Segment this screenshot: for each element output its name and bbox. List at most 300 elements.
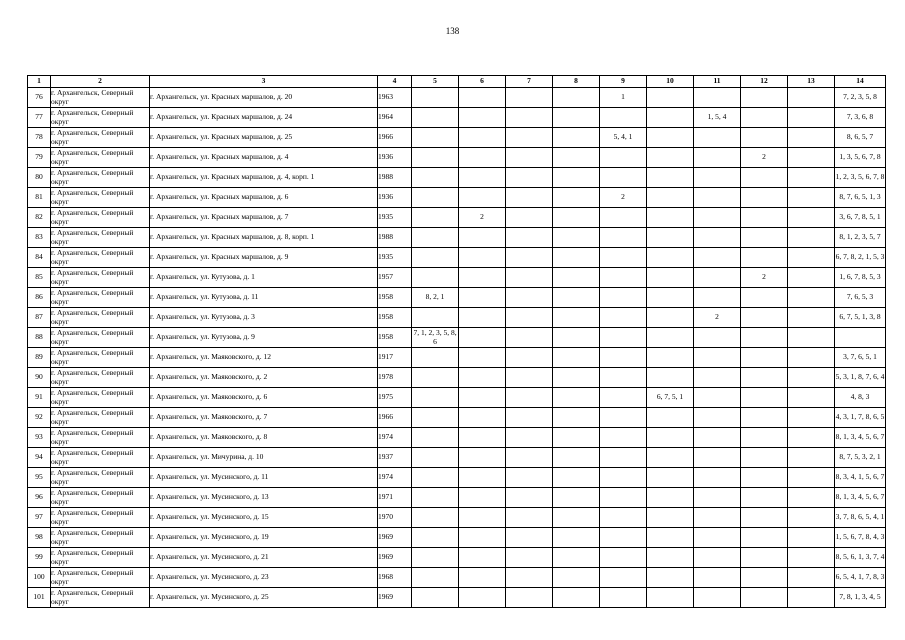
year-cell: 1970 xyxy=(378,508,412,528)
col14-cell: 8, 7, 5, 3, 2, 1 xyxy=(835,448,886,468)
address-cell: г. Архангельск, ул. Мичурина, д. 10 xyxy=(150,448,378,468)
year-cell: 1964 xyxy=(378,108,412,128)
table-row xyxy=(28,448,886,468)
table-row xyxy=(28,508,886,528)
address-cell: г. Архангельск, ул. Красных маршалов, д. 4, корп. 1 xyxy=(150,168,378,188)
col14-cell: 3, 6, 7, 8, 5, 1 xyxy=(835,208,886,228)
table-row xyxy=(28,548,886,568)
col11-cell xyxy=(694,188,741,208)
col6-cell xyxy=(459,528,506,548)
year-cell: 1969 xyxy=(378,588,412,608)
table-row xyxy=(28,328,886,348)
col14-cell: 8, 3, 4, 1, 5, 6, 7 xyxy=(835,468,886,488)
table-row xyxy=(28,208,886,228)
district-cell: г. Архангельск, Северный округ xyxy=(51,228,150,248)
district-cell: г. Архангельск, Северный округ xyxy=(51,388,150,408)
col9-cell xyxy=(600,408,647,428)
col14-cell: 7, 8, 1, 3, 4, 5 xyxy=(835,588,886,608)
col8-cell xyxy=(553,388,600,408)
col8-cell xyxy=(553,528,600,548)
table-row xyxy=(28,268,886,288)
row-number: 92 xyxy=(28,408,51,428)
col13-cell xyxy=(788,268,835,288)
col9-cell xyxy=(600,288,647,308)
col7-cell xyxy=(506,408,553,428)
column-header-4: 4 xyxy=(378,76,412,88)
col5-cell xyxy=(412,168,459,188)
col11-cell xyxy=(694,348,741,368)
col8-cell xyxy=(553,148,600,168)
col13-cell xyxy=(788,528,835,548)
table-row xyxy=(28,528,886,548)
col12-cell xyxy=(741,188,788,208)
address-cell: г. Архангельск, ул. Красных маршалов, д. 9 xyxy=(150,248,378,268)
row-number: 101 xyxy=(28,588,51,608)
col10-cell xyxy=(647,328,694,348)
col13-cell xyxy=(788,588,835,608)
table-row xyxy=(28,168,886,188)
row-number: 87 xyxy=(28,308,51,328)
column-header-2: 2 xyxy=(51,76,150,88)
col11-cell xyxy=(694,148,741,168)
col7-cell xyxy=(506,368,553,388)
col10-cell xyxy=(647,468,694,488)
table-header xyxy=(28,76,886,88)
address-cell: г. Архангельск, ул. Красных маршалов, д. 20 xyxy=(150,88,378,108)
column-header-13: 13 xyxy=(788,76,835,88)
row-number: 77 xyxy=(28,108,51,128)
col10-cell xyxy=(647,548,694,568)
row-number: 84 xyxy=(28,248,51,268)
column-header-14: 14 xyxy=(835,76,886,88)
col8-cell xyxy=(553,228,600,248)
year-cell: 1988 xyxy=(378,228,412,248)
col8-cell xyxy=(553,88,600,108)
col11-cell xyxy=(694,268,741,288)
row-number: 90 xyxy=(28,368,51,388)
col12-cell xyxy=(741,568,788,588)
year-cell: 1958 xyxy=(378,308,412,328)
col5-cell: 8, 2, 1 xyxy=(412,288,459,308)
column-header-1: 1 xyxy=(28,76,51,88)
col7-cell xyxy=(506,488,553,508)
column-header-10: 10 xyxy=(647,76,694,88)
address-cell: г. Архангельск, ул. Кутузова, д. 11 xyxy=(150,288,378,308)
col14-cell: 1, 6, 7, 8, 5, 3 xyxy=(835,268,886,288)
col6-cell xyxy=(459,448,506,468)
district-cell: г. Архангельск, Северный округ xyxy=(51,328,150,348)
col5-cell xyxy=(412,368,459,388)
column-header-6: 6 xyxy=(459,76,506,88)
col13-cell xyxy=(788,308,835,328)
col5-cell xyxy=(412,488,459,508)
district-cell: г. Архангельск, Северный округ xyxy=(51,88,150,108)
table-row xyxy=(28,468,886,488)
col14-cell: 8, 5, 6, 1, 3, 7, 4 xyxy=(835,548,886,568)
col14-cell: 5, 3, 1, 8, 7, 6, 4 xyxy=(835,368,886,388)
district-cell: г. Архангельск, Северный округ xyxy=(51,528,150,548)
year-cell: 1935 xyxy=(378,208,412,228)
district-cell: г. Архангельск, Северный округ xyxy=(51,408,150,428)
housing-registry-table xyxy=(27,75,886,608)
col5-cell: 7, 1, 2, 3, 5, 8, 6 xyxy=(413,327,457,346)
col7-cell xyxy=(506,508,553,528)
table-row xyxy=(28,288,886,308)
col8-cell xyxy=(553,408,600,428)
table-row xyxy=(28,368,886,388)
col5-cell xyxy=(412,568,459,588)
column-header-8: 8 xyxy=(553,76,600,88)
year-cell: 1963 xyxy=(378,88,412,108)
col5-cell xyxy=(412,128,459,148)
col13-cell xyxy=(788,548,835,568)
district-cell: г. Архангельск, Северный округ xyxy=(51,128,150,148)
col12-cell xyxy=(741,108,788,128)
col11-cell xyxy=(694,248,741,268)
col7-cell xyxy=(506,328,553,348)
col6-cell xyxy=(459,228,506,248)
col5-cell xyxy=(412,428,459,448)
col10-cell xyxy=(647,288,694,308)
table-row xyxy=(28,108,886,128)
col14-cell: 6, 7, 5, 1, 3, 8 xyxy=(835,308,886,328)
col14-cell: 8, 1, 3, 4, 5, 6, 7 xyxy=(835,488,886,508)
col12-cell xyxy=(741,448,788,468)
table-row xyxy=(28,308,886,328)
district-cell: г. Архангельск, Северный округ xyxy=(51,188,150,208)
year-cell: 1936 xyxy=(378,188,412,208)
address-cell: г. Архангельск, ул. Красных маршалов, д. 8, корп. 1 xyxy=(150,228,378,248)
col7-cell xyxy=(506,188,553,208)
col8-cell xyxy=(553,308,600,328)
address-cell: г. Архангельск, ул. Кутузова, д. 1 xyxy=(150,268,378,288)
year-cell: 1935 xyxy=(378,248,412,268)
col5-cell xyxy=(412,348,459,368)
col10-cell xyxy=(647,368,694,388)
col12-cell xyxy=(741,528,788,548)
table-row xyxy=(28,88,886,108)
year-cell: 1917 xyxy=(378,348,412,368)
row-number: 89 xyxy=(28,348,51,368)
row-number: 86 xyxy=(28,288,51,308)
district-cell: г. Архангельск, Северный округ xyxy=(51,488,150,508)
col13-cell xyxy=(788,168,835,188)
col5-cell xyxy=(412,528,459,548)
col12-cell xyxy=(741,508,788,528)
row-number: 95 xyxy=(28,468,51,488)
table-row xyxy=(28,588,886,608)
col8-cell xyxy=(553,328,600,348)
col12-cell xyxy=(741,588,788,608)
district-cell: г. Архангельск, Северный округ xyxy=(51,308,150,328)
col9-cell xyxy=(600,508,647,528)
col10-cell xyxy=(647,108,694,128)
col11-cell xyxy=(694,588,741,608)
col14-cell: 7, 3, 6, 8 xyxy=(835,108,886,128)
row-number: 79 xyxy=(28,148,51,168)
col6-cell xyxy=(459,508,506,528)
year-cell: 1966 xyxy=(378,408,412,428)
col8-cell xyxy=(553,348,600,368)
district-cell: г. Архангельск, Северный округ xyxy=(51,288,150,308)
year-cell: 1936 xyxy=(378,148,412,168)
address-cell: г. Архангельск, ул. Маяковского, д. 2 xyxy=(150,368,378,388)
col11-cell xyxy=(694,128,741,148)
col6-cell: 2 xyxy=(459,208,506,228)
col7-cell xyxy=(506,348,553,368)
page-number: 138 xyxy=(445,26,460,36)
col8-cell xyxy=(553,368,600,388)
table-row xyxy=(28,148,886,168)
col8-cell xyxy=(553,468,600,488)
address-cell: г. Архангельск, ул. Мусинского, д. 19 xyxy=(150,528,378,548)
col13-cell xyxy=(788,248,835,268)
col11-cell xyxy=(694,88,741,108)
col6-cell xyxy=(459,288,506,308)
address-cell: г. Архангельск, ул. Маяковского, д. 6 xyxy=(150,388,378,408)
table-row xyxy=(28,428,886,448)
col5-cell xyxy=(412,548,459,568)
col10-cell xyxy=(647,428,694,448)
col6-cell xyxy=(459,348,506,368)
col10-cell xyxy=(647,508,694,528)
col6-cell xyxy=(459,168,506,188)
col7-cell xyxy=(506,128,553,148)
col14-cell: 6, 7, 8, 2, 1, 5, 3 xyxy=(835,248,886,268)
col8-cell xyxy=(553,288,600,308)
col12-cell: 2 xyxy=(741,268,788,288)
col10-cell xyxy=(647,248,694,268)
col6-cell xyxy=(459,548,506,568)
col9-cell xyxy=(600,168,647,188)
district-cell: г. Архангельск, Северный округ xyxy=(51,468,150,488)
col12-cell xyxy=(741,488,788,508)
col13-cell xyxy=(788,108,835,128)
col9-cell xyxy=(600,208,647,228)
col7-cell xyxy=(506,528,553,548)
year-cell: 1971 xyxy=(378,488,412,508)
address-cell: г. Архангельск, ул. Кутузова, д. 9 xyxy=(150,328,378,348)
col8-cell xyxy=(553,268,600,288)
col7-cell xyxy=(506,108,553,128)
col12-cell xyxy=(741,308,788,328)
col5-cell xyxy=(412,208,459,228)
table-row xyxy=(28,408,886,428)
col14-cell: 3, 7, 6, 5, 1 xyxy=(835,348,886,368)
col6-cell xyxy=(459,588,506,608)
year-cell: 1966 xyxy=(378,128,412,148)
col6-cell xyxy=(459,388,506,408)
col13-cell xyxy=(788,388,835,408)
col13-cell xyxy=(788,568,835,588)
col13-cell xyxy=(788,128,835,148)
column-header-11: 11 xyxy=(694,76,741,88)
table-row xyxy=(28,348,886,368)
col11-cell xyxy=(694,528,741,548)
col12-cell xyxy=(741,548,788,568)
col12-cell xyxy=(741,208,788,228)
col10-cell xyxy=(647,128,694,148)
table-row xyxy=(28,128,886,148)
col11-cell xyxy=(694,548,741,568)
col9-cell xyxy=(600,388,647,408)
col14-cell: 8, 1, 3, 4, 5, 6, 7 xyxy=(835,428,886,448)
col7-cell xyxy=(506,208,553,228)
year-cell: 1958 xyxy=(378,288,412,308)
col9-cell xyxy=(600,308,647,328)
col6-cell xyxy=(459,368,506,388)
col14-cell: 7, 2, 3, 5, 8 xyxy=(835,88,886,108)
col13-cell xyxy=(788,328,835,348)
col6-cell xyxy=(459,108,506,128)
col8-cell xyxy=(553,588,600,608)
col8-cell xyxy=(553,568,600,588)
col11-cell xyxy=(694,168,741,188)
col12-cell xyxy=(741,408,788,428)
col12-cell xyxy=(741,88,788,108)
col6-cell xyxy=(459,128,506,148)
row-number: 81 xyxy=(28,188,51,208)
col11-cell xyxy=(694,288,741,308)
district-cell: г. Архангельск, Северный округ xyxy=(51,248,150,268)
address-cell: г. Архангельск, ул. Красных маршалов, д. 4 xyxy=(150,148,378,168)
table-row xyxy=(28,188,886,208)
col5-cell xyxy=(412,248,459,268)
col13-cell xyxy=(788,348,835,368)
col5-cell xyxy=(412,228,459,248)
col12-cell xyxy=(741,228,788,248)
col13-cell xyxy=(788,228,835,248)
col11-cell xyxy=(694,368,741,388)
col7-cell xyxy=(506,448,553,468)
col12-cell xyxy=(741,428,788,448)
district-cell: г. Архангельск, Северный округ xyxy=(51,508,150,528)
col7-cell xyxy=(506,588,553,608)
col9-cell xyxy=(600,268,647,288)
col14-cell: 8, 1, 2, 3, 5, 7 xyxy=(835,228,886,248)
col14-cell: 7, 6, 5, 3 xyxy=(835,288,886,308)
district-cell: г. Архангельск, Северный округ xyxy=(51,208,150,228)
col13-cell xyxy=(788,88,835,108)
col9-cell xyxy=(600,528,647,548)
col12-cell xyxy=(741,348,788,368)
district-cell: г. Архангельск, Северный округ xyxy=(51,368,150,388)
col10-cell xyxy=(647,268,694,288)
col7-cell xyxy=(506,88,553,108)
col14-cell: 8, 7, 6, 5, 1, 3 xyxy=(835,188,886,208)
col10-cell xyxy=(647,488,694,508)
col13-cell xyxy=(788,148,835,168)
col5-cell xyxy=(412,108,459,128)
col6-cell xyxy=(459,268,506,288)
col9-cell xyxy=(600,108,647,128)
col10-cell xyxy=(647,408,694,428)
col10-cell xyxy=(647,228,694,248)
col7-cell xyxy=(506,388,553,408)
col5-cell xyxy=(412,448,459,468)
col7-cell xyxy=(506,548,553,568)
col10-cell xyxy=(647,528,694,548)
district-cell: г. Архангельск, Северный округ xyxy=(51,548,150,568)
col9-cell xyxy=(600,248,647,268)
col5-cell xyxy=(412,148,459,168)
col7-cell xyxy=(506,568,553,588)
address-cell: г. Архангельск, ул. Маяковского, д. 8 xyxy=(150,428,378,448)
column-header-7: 7 xyxy=(506,76,553,88)
table-row xyxy=(28,568,886,588)
district-cell: г. Архангельск, Северный округ xyxy=(51,148,150,168)
year-cell: 1958 xyxy=(378,328,412,348)
col10-cell xyxy=(647,308,694,328)
col12-cell: 2 xyxy=(741,148,788,168)
col10-cell xyxy=(647,448,694,468)
col7-cell xyxy=(506,168,553,188)
col6-cell xyxy=(459,328,506,348)
row-number: 96 xyxy=(28,488,51,508)
col6-cell xyxy=(459,88,506,108)
col9-cell xyxy=(600,548,647,568)
col11-cell xyxy=(694,568,741,588)
col11-cell: 1, 5, 4 xyxy=(694,108,741,128)
year-cell: 1974 xyxy=(378,468,412,488)
col8-cell xyxy=(553,248,600,268)
col14-cell: 1, 3, 5, 6, 7, 8 xyxy=(835,148,886,168)
col14-cell: 3, 7, 8, 6, 5, 4, 1 xyxy=(835,508,886,528)
row-number: 78 xyxy=(28,128,51,148)
col10-cell xyxy=(647,168,694,188)
column-header-9: 9 xyxy=(600,76,647,88)
col6-cell xyxy=(459,148,506,168)
header-row xyxy=(28,76,886,88)
col14-cell: 6, 5, 4, 1, 7, 8, 3 xyxy=(835,568,886,588)
column-header-5: 5 xyxy=(412,76,459,88)
col6-cell xyxy=(459,468,506,488)
col9-cell xyxy=(600,428,647,448)
address-cell: г. Архангельск, ул. Красных маршалов, д. 24 xyxy=(150,108,378,128)
col14-cell xyxy=(835,328,886,348)
address-cell: г. Архангельск, ул. Маяковского, д. 7 xyxy=(150,408,378,428)
year-cell: 1969 xyxy=(378,528,412,548)
col9-cell xyxy=(600,448,647,468)
col11-cell xyxy=(694,468,741,488)
col6-cell xyxy=(459,408,506,428)
col9-cell xyxy=(600,148,647,168)
col6-cell xyxy=(459,308,506,328)
address-cell: г. Архангельск, ул. Красных маршалов, д. 7 xyxy=(150,208,378,228)
col7-cell xyxy=(506,148,553,168)
col6-cell xyxy=(459,248,506,268)
address-cell: г. Архангельск, ул. Красных маршалов, д. 6 xyxy=(150,188,378,208)
col9-cell: 1 xyxy=(600,88,647,108)
col5-cell xyxy=(412,308,459,328)
col13-cell xyxy=(788,428,835,448)
col5-cell xyxy=(412,408,459,428)
address-cell: г. Архангельск, ул. Мусинского, д. 21 xyxy=(150,548,378,568)
row-number: 93 xyxy=(28,428,51,448)
col5-cell xyxy=(412,88,459,108)
col11-cell xyxy=(694,228,741,248)
address-cell: г. Архангельск, ул. Маяковского, д. 12 xyxy=(150,348,378,368)
year-cell: 1974 xyxy=(378,428,412,448)
address-cell: г. Архангельск, ул. Мусинского, д. 13 xyxy=(150,488,378,508)
col5-cell xyxy=(412,588,459,608)
col6-cell xyxy=(459,568,506,588)
col10-cell xyxy=(647,188,694,208)
row-number: 85 xyxy=(28,268,51,288)
col13-cell xyxy=(788,448,835,468)
col13-cell xyxy=(788,408,835,428)
col8-cell xyxy=(553,448,600,468)
